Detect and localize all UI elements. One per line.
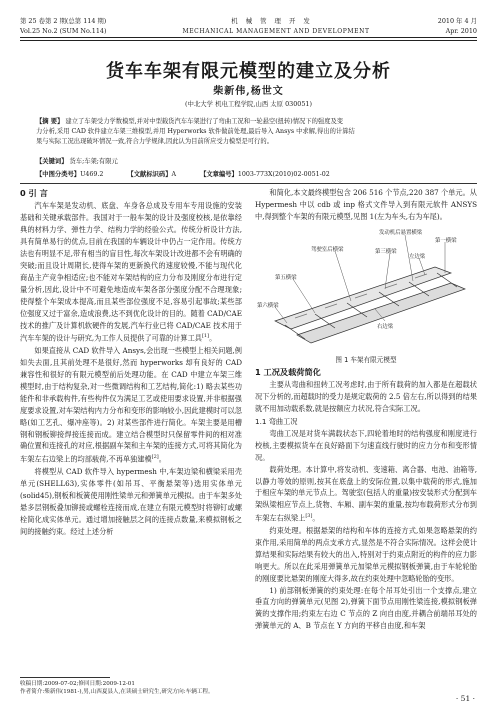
abstract-line-3: 果与实际工况出现破坏情况一致,符合力学规律,因此认为目前所应受力模型是可行的。 — [36, 138, 273, 145]
header-journal-cn: 机 械 管 理 开 发 — [231, 17, 313, 25]
section-heading-intro: 0 引 言 — [20, 188, 48, 198]
citation: [1] — [201, 333, 210, 340]
article-number: 【文章编号】1003-773X(2010)02-0051-02 — [200, 171, 330, 178]
figure-label: 第六横梁 — [257, 302, 279, 309]
abstract-rule — [20, 183, 477, 184]
paper-title: 货车车架有限元模型的建立及分析 — [106, 61, 391, 82]
figure-caption: 图 1 车架有限元模型 — [335, 355, 397, 364]
figure-label: 右边梁 — [377, 323, 394, 330]
keywords-label: 【关键词】 — [36, 158, 68, 165]
paragraph: 载荷处理。本计算中,将发动机、变速箱、离合器、电池、油箱等,以静力等效的原则,按其在底盘上的安际位置,以集中载荷的形式,施加于相应车架的单元节点上。驾驶室(包括人的重量)按安装形式分配到车架纵梁相应节点上,货物、车厢、副车架的重量,按均布载荷形式分布到车架左右纵梁上[3]。 — [255, 464, 477, 523]
header-volume-cn: 第 25 卷第 2 期(总第 114 期) — [20, 17, 107, 25]
figure-label: 第三横梁 — [375, 248, 397, 255]
paragraph: 和简化,本文最终模型包含 206 516 个节点,220 387 个单元。从 Hypermesh 中以 cdb 或 inp 格式文件导入到有限元软件 ANSYS 中,得到整个车架的有限元模型,见图 1(左为车头,右为车尾)。 — [255, 188, 477, 221]
running-header-bottom — [20, 27, 477, 36]
header-rule-thin — [20, 40, 477, 41]
subsection-heading-1-1: 1.1 弯曲工况 — [255, 416, 298, 426]
header-date-en: Apr. 2010 — [445, 27, 477, 35]
paragraph: 弯曲工况是对货车满载状态下,四轮着地时的结构强度和刚度进行校核,主要模拟货车在良好路面下匀速直线行驶时的应力分布和变形情况。 — [255, 428, 477, 462]
keywords-text: 货车;车架;有限元 — [69, 158, 118, 165]
page-number: · 51 · — [455, 694, 475, 703]
paragraph: 约束处理。根据悬架的结构和车体的连接方式,如果忽略悬架的约束作用,采用简单的两点支承方式,显然是不符合实际情况。这样会使计算结果和实际结果有较大的出入,特别对于约束点附近的构件的应力影响更大。所以在此采用弹簧单元加梁单元模拟钢板弹簧,由于车轮轮胎的刚度要比悬架的刚度大得多,故在约束处理中忽略轮胎的变形。 — [255, 525, 477, 583]
paragraph: 主要从弯曲和扭转工况考虑时,由于所有载荷的加入都是在超载状况下分析的,而超载时的受力是规定载荷的 2.5 倍左右,所以得到的结果就不用加动载系数,就是按额应力状况,符合实际工况。 — [255, 379, 477, 413]
footnote-author: 作者简介:柴新伟(1981-),男,山西夏县人,在读硕士研究生,研究方向:车辆工程。 — [20, 689, 214, 695]
figure-label: 驾驶室后横梁 — [311, 246, 344, 253]
classification-codes — [36, 170, 461, 180]
paragraph: 汽车车架是发动机、底盘、车身各总成及专用车专用设施的安装基础和关键承载部件。我国对于一般车架的设计及强度校核,是依靠经典的材料力学、弹性力学、结构力学的经验公式。传统分析设计方法,具有简单易行的优点,目前在我国的车辆设计中仍占一定作用。传统方法也有明显不足,带有相当的盲目性,每次车架设计改进都不会有明确的突破;而且设计周期长,使得车架的更新换代的速度较慢,不能与现代化商品主产竞争相适应;也不能对车架结构的应力分布及刚度分布进行定量分析,因此,设计中不可避免地造成车架各部分强度分配不合理现象;使得整个车架成本提高,而且某些部位强度不足,容易引起事故;某些部位强度又过于富余,造成浪费,达不到优化设计的目的。随着 CAD/CAE 技术的推广及计算机软硬件的发展,汽车行业已将 CAD/CAE 技术用于汽车车架的设计与研究,为工作人员提供了可靠的计算工具[1]。 — [20, 201, 242, 343]
abstract — [36, 117, 461, 147]
header-date-cn: 2010 年 4 月 — [437, 17, 477, 25]
header-volume-en: Vol.25 No.2 (SUM No.114) — [20, 27, 107, 35]
document-code: 【文献标识码】A — [127, 171, 177, 178]
figure-label: 发动机后悬置横梁 — [379, 229, 423, 236]
footnote-rule — [20, 677, 110, 678]
paper-authors: 柴新伟,杨世文 — [213, 86, 284, 97]
header-journal-en: MECHANICAL MANAGEMENT AND DEVELOPMENT — [182, 28, 370, 35]
abstract-line-2: 力分析,采用 CAD 软件建立车架三维模型,并用 Hyperworks 软件做前处理,最后导入 Ansys 中求解,得出的计算结 — [36, 128, 355, 135]
citation: [2] — [151, 454, 159, 461]
figure-label: 第一横梁 — [435, 237, 457, 244]
right-column — [255, 187, 477, 632]
figure-label: 第五横梁 — [275, 274, 297, 281]
figure-1-frame-model — [255, 225, 477, 355]
running-header-top — [20, 17, 477, 26]
clc-code: 【中图分类号】U469.2 — [36, 171, 104, 178]
author-affiliation: (中北大学 机电工程学院,山西 太原 030051) — [185, 100, 312, 108]
left-column — [20, 187, 242, 537]
figure-label: 左边梁 — [409, 253, 426, 260]
abstract-line-1: 【摘 要】 建立了车架受力学数模型,并对中型载货汽车车架进行了弯曲工况和一轮悬空(扭转)情况下的强度及变 — [36, 118, 344, 125]
citation: [3] — [305, 513, 313, 520]
paragraph: 1) 前部钢板弹簧的约束处理:在每个吊耳处引出一个支撑点,建立垂直方向的弹簧单元(见图 2),弹簧下面节点用刚性梁连接,模拟钢板弹簧的支撑作用;约束左右边 C 节点的 Z 向自由度,并耦合前端吊耳处的弹簧单元的 A、B 节点在 Y 方向的平移自由度,和车架 — [255, 585, 477, 631]
header-rule-thick — [20, 37, 477, 38]
section-heading-1: 1 工况及载荷简化 — [255, 366, 321, 377]
abstract-label: 【摘 要】 — [36, 118, 64, 125]
paragraph: 将模型从 CAD 软件导入 hypermesh 中,车架边梁和横梁采用壳单元(SHELL63),实体零件(如吊耳、平衡悬架等)选用实体单元(solid45),钢板和板簧使用刚性梁单元和弹簧单元模拟。由于车架多处悬多层钢板叠加铆接或螺栓连接而成,在建立有限元模型时将铆钉或螺栓简化成实体单元。通过增加接触层之间的连接点数量,来模拟钢板之间的接触约束。经过上述分析 — [20, 466, 242, 536]
footnote-dates: 收稿日期:2009-07-02;修回日期:2009-12-01 — [20, 681, 135, 687]
leader-line — [335, 251, 351, 301]
paragraph: 如果直接从 CAD 软件导入 Ansys,会出现一些模型上相关问题,例如失去面,且其前处理不是很好,然而 hyperworks 却有良好的 CAD 兼容性和很好的有限元模型前后处理功能。在 CAD 中建立车架三维模型时,由于结构复杂,对一些微调结构和工艺结构,简化:1) 略去某些功能件和非承载构件,有些构件仅为满足工艺或使用要求设置,并非根据强度要求设置,对车架结构内力分布和变形的影响较小,因此建模时可以忽略(如工艺孔、爆冲座等)。2) 对某些部件进行简化。车架主要是用槽钢和钢板铆接焊接连接而成。建立结合模型时只保留零件间的相对准确位置和连接孔的对应,根据副车架和主车架的连接方式,可将其简化为车架左右边梁上的均部载荷,不再单独建模[2]。 — [20, 345, 242, 464]
keywords — [36, 157, 461, 167]
